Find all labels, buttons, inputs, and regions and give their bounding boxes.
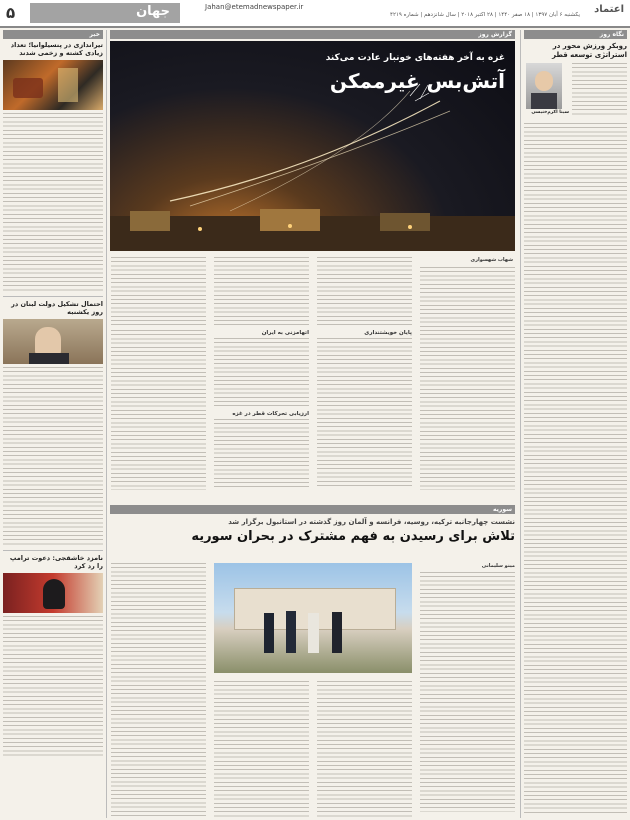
- left-news-bar: خبر: [3, 30, 103, 39]
- syria-byline: مینو سلیمانی: [481, 563, 515, 569]
- syria-bar: سوریه: [110, 505, 515, 514]
- subhead-2: ارزیابی تحرکات قطر در غزه: [232, 411, 309, 417]
- divider: [3, 550, 103, 551]
- body-col: [214, 681, 309, 818]
- divider: [3, 296, 103, 297]
- story2-photo: [3, 319, 103, 364]
- viewpoint-title: روبکر ورزش محور در استراتژی توسعه قطر: [551, 42, 627, 59]
- subhead-1: پایان خویشتنداری: [364, 330, 412, 336]
- body-col: [111, 563, 206, 818]
- author-photo: [526, 63, 562, 109]
- section-email: Jahan@etemadnewspaper.ir: [205, 3, 304, 11]
- dateline: یکشنبه ۶ آبان ۱۳۹۷ | ۱۸ صفر ۱۴۴۰ | ۲۸ اکتبر ۲۰۱۸ | سال شانزدهم | شماره ۴۲۱۹: [390, 12, 580, 18]
- story3-body: [3, 616, 103, 756]
- body-col: [317, 681, 412, 818]
- column-rule: [520, 30, 521, 818]
- body-col: [420, 267, 515, 327]
- body-col: [214, 419, 309, 489]
- body-col: [317, 257, 412, 327]
- story3-title: نامزد خاشقجی: دعوت ترامپ را رد کرد: [9, 554, 103, 570]
- left-column: [3, 30, 103, 818]
- section-title: جهان: [136, 4, 170, 19]
- body-col: [214, 257, 309, 327]
- center-top-story: [110, 30, 515, 330]
- story3-photo: [3, 573, 103, 613]
- story2-title: احتمال تشکیل دولت لبنان در روز یکشنبه: [11, 300, 103, 316]
- story2-body: [3, 367, 103, 547]
- right-column: [524, 30, 627, 818]
- subhead-0: اتهامزنی به ایران: [261, 330, 309, 336]
- viewpoint-bar: نگاه روز: [524, 30, 627, 39]
- body-col: [317, 338, 412, 488]
- story1-photo: [3, 60, 103, 110]
- report-title: آتش‌بس غیرممکن: [329, 69, 505, 93]
- syria-kicker: نشست چهارجانبه ترکیه، روسیه، فرانسه و آلمان روز گذشته در استانبول برگزار شد: [228, 518, 515, 526]
- report-body-continued: [110, 330, 515, 495]
- body-col: [420, 330, 515, 490]
- gaza-photo: [110, 41, 515, 251]
- body-col: [420, 572, 515, 812]
- center-bottom-story: [110, 505, 515, 818]
- newspaper-logo: اعتماد: [594, 4, 624, 15]
- story1-title: تیراندازی در پنسیلوانیا؛ تعداد زیادی کشته و زخمی شدند: [10, 41, 103, 57]
- column-rule: [106, 30, 107, 818]
- syria-title: تلاش برای رسیدن به فهم مشترک در بحران سوریه: [191, 529, 515, 544]
- author-name: سینا اکرم‌خنیسی: [531, 110, 569, 115]
- page-header: [0, 0, 630, 28]
- report-bar: گزارش روز: [110, 30, 515, 39]
- section-banner: [30, 3, 180, 23]
- page-number: ۵: [6, 4, 16, 22]
- leaders-photo: [214, 563, 412, 673]
- viewpoint-body: [524, 123, 627, 813]
- body-col: [572, 63, 627, 117]
- body-col: [111, 330, 206, 490]
- report-byline: شهاب شهسواری: [470, 257, 513, 263]
- body-col: [111, 257, 206, 327]
- report-kicker: غزه به آخر هفته‌های خونبار عادت می‌کند: [325, 53, 505, 63]
- report-body: [110, 255, 515, 330]
- story1-body: [3, 113, 103, 293]
- body-col: [214, 338, 309, 408]
